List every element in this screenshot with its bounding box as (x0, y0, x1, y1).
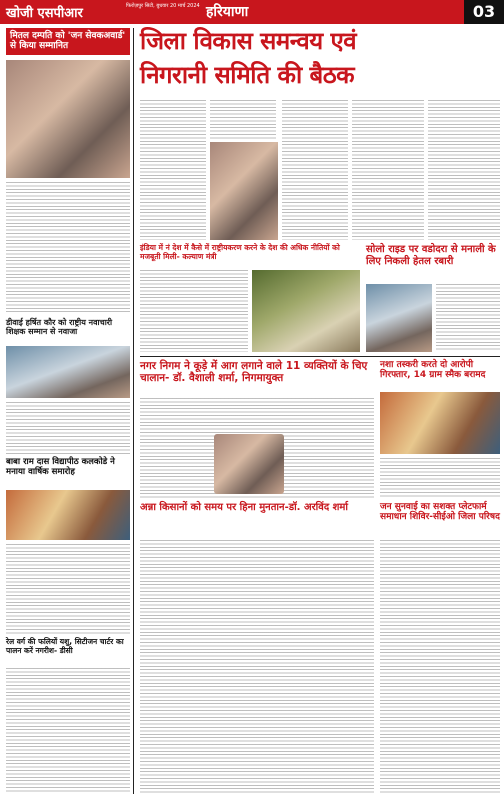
main-body-col5 (428, 100, 500, 240)
story8-body (140, 540, 374, 794)
story7-headline: नशा तस्करी करते दो आरोपी गिरफ्तार, 14 ग्राम स्मैक बरामद (380, 360, 486, 381)
story5-body (6, 544, 130, 634)
section-rule (140, 356, 500, 357)
main-headline-line2: निगरानी समिति की बैठक (140, 61, 355, 89)
story7-body (380, 458, 500, 498)
story4-body (436, 284, 500, 352)
story10-headline: रेल वर्ग की फलियों यशु, सिटीजन चार्टर का पालन करें नगरीश- डीसी (6, 637, 124, 655)
main-body-col4 (352, 100, 424, 240)
story8-headline: अन्ना किसानों को समय पर हिना मुनतान-डॉ. अरविंद शर्मा (140, 502, 348, 513)
column-divider (133, 28, 134, 794)
story3-headline: इंडिया में नं देश में कैसे में राष्ट्रीयकरण करने के देश की अधिक नीतियों को मजबूती मिली- कल्याण मंत्री (140, 243, 340, 261)
story5-headline: बाबा राम दास विद्यापीठ कलकोडे ने मनाया वार्षिक समारोह (6, 457, 115, 477)
main-body-col2 (210, 100, 276, 140)
main-headline-line1: जिला विकास समन्वय एवं (140, 27, 357, 55)
main-photo (210, 142, 278, 240)
story2-headline: डीवाई हर्षित कौर को राष्ट्रीय नवाचारी शिक्षक सम्मान से नवाजा (6, 318, 113, 337)
story7-photo (380, 392, 500, 454)
masthead (0, 0, 504, 24)
section-title: हरियाणा (206, 4, 249, 20)
newspaper-brand: खोजी एसपीआर (6, 6, 83, 21)
story4-photo (366, 284, 432, 352)
story6-photo (214, 434, 284, 494)
story2-photo (6, 346, 130, 398)
story10-body (6, 668, 130, 794)
story3-body (140, 270, 248, 352)
story3-photo (252, 270, 360, 352)
story9-headline: जन सुनवाई का सशक्त प्लेटफार्म समाधान शिविर-सीईओ जिला परिषद (380, 502, 500, 523)
main-body-col3 (282, 100, 348, 240)
story2-body (6, 402, 130, 454)
story6-headline: नगर निगम ने कूड़े में आग लगाने वाले 11 व्यक्तियों के चिए चालान- डॉ. वैशाली शर्मा, निगमायुक्त (140, 360, 368, 385)
page-number: 03 (464, 0, 504, 24)
story9-body (380, 540, 500, 794)
story1-headline: मितल दम्पति को 'जन सेवकअवार्ड' से किया सम्मानित (6, 28, 130, 55)
dateline: फिरोज़पुर सिटी, बुधवार 20 मार्च 2024 (126, 3, 200, 9)
story5-photo (6, 490, 130, 540)
story1-photo (6, 60, 130, 178)
story4-headline: सोलो राइड पर वडोदरा से मनाली के लिए निकली हेतल रबारी (366, 244, 496, 267)
story1-body (6, 182, 130, 314)
main-body-col1 (140, 100, 206, 240)
